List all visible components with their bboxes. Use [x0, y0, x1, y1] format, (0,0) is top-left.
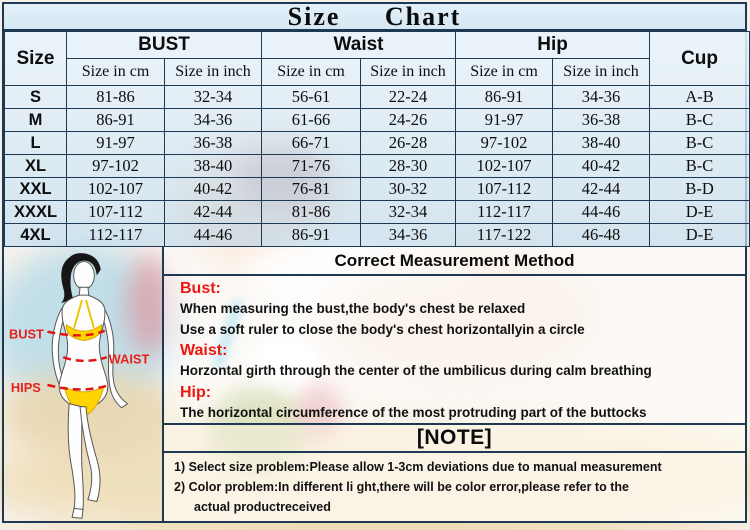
- cell-hip-cm: 117-122: [456, 224, 553, 247]
- waist-label: Waist:: [180, 342, 228, 359]
- subheader-bust-inch: Size in inch: [165, 59, 262, 86]
- size-chart-table: [4, 31, 750, 247]
- cell-waist-in: 30-32: [361, 178, 456, 201]
- title-bar: [4, 1, 745, 31]
- note-line-2-continued: actual productreceived: [194, 500, 331, 514]
- note-line-1: 1) Select size problem:Please allow 1-3cm deviations due to manual measurement: [174, 460, 662, 474]
- table-row: [5, 224, 750, 247]
- header-waist: Waist: [262, 32, 456, 59]
- subheader-hip-cm: Size in cm: [456, 59, 553, 86]
- bust-line-2: Use a soft ruler to close the body's chest horizontallyin a circle: [180, 321, 585, 337]
- cell-waist-in: 34-36: [361, 224, 456, 247]
- bust-line-1: When measuring the bust,the body's chest be relaxed: [180, 301, 526, 316]
- cell-waist-cm: 66-71: [262, 132, 361, 155]
- cell-waist-cm: 56-61: [262, 86, 361, 109]
- cell-cup: B-C: [650, 109, 750, 132]
- cell-waist-cm: 76-81: [262, 178, 361, 201]
- cell-waist-cm: 61-66: [262, 109, 361, 132]
- cell-waist-cm: 81-86: [262, 201, 361, 224]
- cell-waist-in: 26-28: [361, 132, 456, 155]
- cell-hip-in: 44-46: [553, 201, 650, 224]
- hip-line: The horizontal circumference of the most protruding part of the buttocks: [180, 404, 647, 420]
- cell-bust-in: 42-44: [165, 201, 262, 224]
- cell-bust-in: 44-46: [165, 224, 262, 247]
- cell-hip-in: 42-44: [553, 178, 650, 201]
- cell-size: M: [5, 109, 67, 132]
- table-row: [5, 132, 750, 155]
- cell-hip-in: 38-40: [553, 132, 650, 155]
- table-row: [5, 201, 750, 224]
- figure-waist-label: WAIST: [108, 351, 150, 367]
- waist-line: Horzontal girth through the center of the umbilicus during calm breathing: [180, 363, 652, 378]
- figure-head: [74, 262, 95, 290]
- cell-hip-in: 36-38: [553, 109, 650, 132]
- cell-bust-cm: 81-86: [67, 86, 165, 109]
- cell-waist-in: 28-30: [361, 155, 456, 178]
- cell-bust-in: 40-42: [165, 178, 262, 201]
- header-size: Size: [5, 32, 67, 86]
- header-hip: Hip: [456, 32, 650, 59]
- figure-bust-label: BUST: [8, 326, 44, 342]
- cell-bust-in: 32-34: [165, 86, 262, 109]
- cell-cup: B-C: [650, 132, 750, 155]
- cell-hip-in: 34-36: [553, 86, 650, 109]
- cell-bust-in: 34-36: [165, 109, 262, 132]
- page-title: Size Chart: [287, 1, 462, 31]
- cell-size: XL: [5, 155, 67, 178]
- cell-size: XXL: [5, 178, 67, 201]
- subheader-waist-cm: Size in cm: [262, 59, 361, 86]
- cell-cup: B-C: [650, 155, 750, 178]
- cell-waist-cm: 71-76: [262, 155, 361, 178]
- chart-frame: [2, 2, 747, 523]
- method-heading: Correct Measurement Method: [164, 247, 745, 276]
- cell-hip-cm: 107-112: [456, 178, 553, 201]
- cell-waist-in: 24-26: [361, 109, 456, 132]
- cell-size: 4XL: [5, 224, 67, 247]
- note-line-2: 2) Color problem:In different li ght,there will be color error,please refer to the: [174, 480, 629, 494]
- cell-hip-cm: 112-117: [456, 201, 553, 224]
- measurement-figure-panel: [4, 247, 164, 521]
- header-cup: Cup: [650, 32, 750, 86]
- cell-hip-in: 46-48: [553, 224, 650, 247]
- notes-box: [164, 451, 745, 521]
- measurement-method-panel: [164, 247, 745, 521]
- subheader-hip-inch: Size in inch: [553, 59, 650, 86]
- header-bust: BUST: [67, 32, 262, 59]
- cell-waist-in: 32-34: [361, 201, 456, 224]
- hip-label: Hip:: [180, 383, 212, 401]
- cell-waist-cm: 86-91: [262, 224, 361, 247]
- subheader-bust-cm: Size in cm: [67, 59, 165, 86]
- cell-hip-cm: 86-91: [456, 86, 553, 109]
- cell-size: L: [5, 132, 67, 155]
- cell-bust-cm: 91-97: [67, 132, 165, 155]
- cell-hip-cm: 102-107: [456, 155, 553, 178]
- cell-size: XXXL: [5, 201, 67, 224]
- cell-bust-in: 36-38: [165, 132, 262, 155]
- bust-label: Bust:: [180, 280, 221, 297]
- cell-hip-cm: 91-97: [456, 109, 553, 132]
- cell-bust-cm: 112-117: [67, 224, 165, 247]
- cell-cup: A-B: [650, 86, 750, 109]
- figure-hips-label: HIPS: [10, 379, 41, 395]
- cell-cup: D-E: [650, 224, 750, 247]
- cell-waist-in: 22-24: [361, 86, 456, 109]
- figure-left-foot: [72, 508, 83, 518]
- cell-bust-cm: 86-91: [67, 109, 165, 132]
- table-row: [5, 155, 750, 178]
- cell-bust-in: 38-40: [165, 155, 262, 178]
- cell-cup: B-D: [650, 178, 750, 201]
- table-row: [5, 178, 750, 201]
- cell-bust-cm: 102-107: [67, 178, 165, 201]
- note-heading: [NOTE]: [164, 423, 745, 451]
- cell-bust-cm: 97-102: [67, 155, 165, 178]
- table-row: [5, 109, 750, 132]
- cell-hip-cm: 97-102: [456, 132, 553, 155]
- cell-hip-in: 40-42: [553, 155, 650, 178]
- bottom-section: [4, 247, 745, 521]
- cell-cup: D-E: [650, 201, 750, 224]
- subheader-waist-inch: Size in inch: [361, 59, 456, 86]
- cell-bust-cm: 107-112: [67, 201, 165, 224]
- table-row: [5, 86, 750, 109]
- body-measurement-sketch: [4, 247, 162, 524]
- cell-size: S: [5, 86, 67, 109]
- method-body: [164, 276, 745, 423]
